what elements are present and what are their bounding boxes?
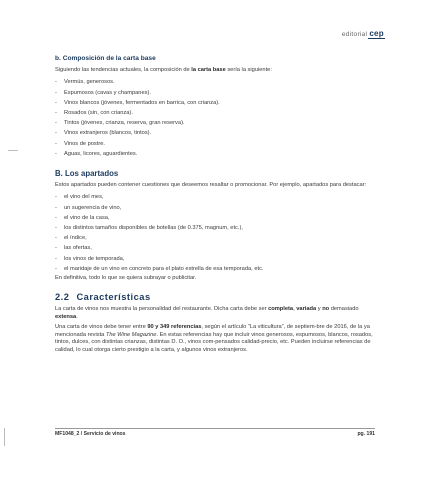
list-item: - los distintos tamaños disponibles de botellas (de 0.375, magnum, etc.), <box>55 223 375 233</box>
list-item: - el maridaje de un vino en concreto para el plato estrella de esa temporada, etc. <box>55 264 375 274</box>
list-item: - los vinos de temporada, <box>55 254 375 264</box>
section-number: 2.2 <box>55 292 70 303</box>
list-item: - un sugerencia de vino, <box>55 203 375 213</box>
list-item: - el vino del mes, <box>55 192 375 202</box>
section-2-2-heading <box>55 292 375 302</box>
publisher-logo <box>342 30 385 39</box>
list-item: - el vino de la casa, <box>55 213 375 223</box>
footer-module: MF1048_2 / Servicio de vinos <box>55 431 126 437</box>
section-B-closing: En definitiva, todo lo que se quiera subrayar o publicitar. <box>55 275 197 282</box>
page-footer <box>55 428 375 437</box>
list-item: - Vinos extranjeros (blancos, tintos). <box>55 128 375 138</box>
margin-mark <box>8 150 18 151</box>
list-item: - Tintos (jóvenes, crianza, reserva, gran reserva). <box>55 118 375 128</box>
characteristics-paragraph-2: Una carta de vinos debe tener entre 90 y 349 referencias, según el artículo “La viticultura”, de septiem-bre de 2016, de la ya mencionada revista The Wine Magazine. En estas referencias hay que incluir vinos generosos, espumosos, blancos, rosados, tintos, dulces, con distintas crianzas, distintas D. O., vinos com-pensados calidad-precio, etc. Pueden incluirse referencias de calidad, lo cual otorga cierto prestigio a la carta, y algunos vinos extranjeros. <box>55 324 373 353</box>
list-item: - el índice, <box>55 233 375 243</box>
margin-mark <box>4 428 5 446</box>
list-item: - Vinos de postre. <box>55 139 375 149</box>
section-title: Características <box>76 292 151 303</box>
characteristics-paragraph-1: La carta de vinos nos muestra la personalidad del restaurante. Dicha carta debe ser completa, variada y no demasiado extensa. <box>55 306 359 320</box>
carta-base-list <box>55 77 375 159</box>
apartados-list <box>55 192 375 274</box>
section-b-intro: Siguiendo las tendencias actuales, la composición de la carta base sería la siguiente: <box>55 67 272 73</box>
section-B-intro: Estos apartados pueden contener cuestiones que deseemos resaltar o promocionar. Por ejemplo, apartados para destacar: <box>55 182 367 189</box>
section-B-heading: B. Los apartados <box>55 169 119 179</box>
list-item: - las ofertas, <box>55 243 375 253</box>
logo-brand: cep <box>369 29 384 38</box>
list-item: - Vermús, generosos. <box>55 77 375 87</box>
list-item: - Vinos blancos (jóvenes, fermentados en barrica, con crianza). <box>55 98 375 108</box>
list-item: - Aguas, licores, aguardientes. <box>55 149 375 159</box>
section-b-heading: b. Composición de la carta base <box>55 55 156 62</box>
page-number: pg. 191 <box>357 431 375 437</box>
list-item: - Rosados (sin, con crianza). <box>55 108 375 118</box>
list-item: - Espumosos (cavas y champanes). <box>55 88 375 98</box>
page-content <box>55 55 375 354</box>
logo-prefix: editorial <box>341 31 368 38</box>
